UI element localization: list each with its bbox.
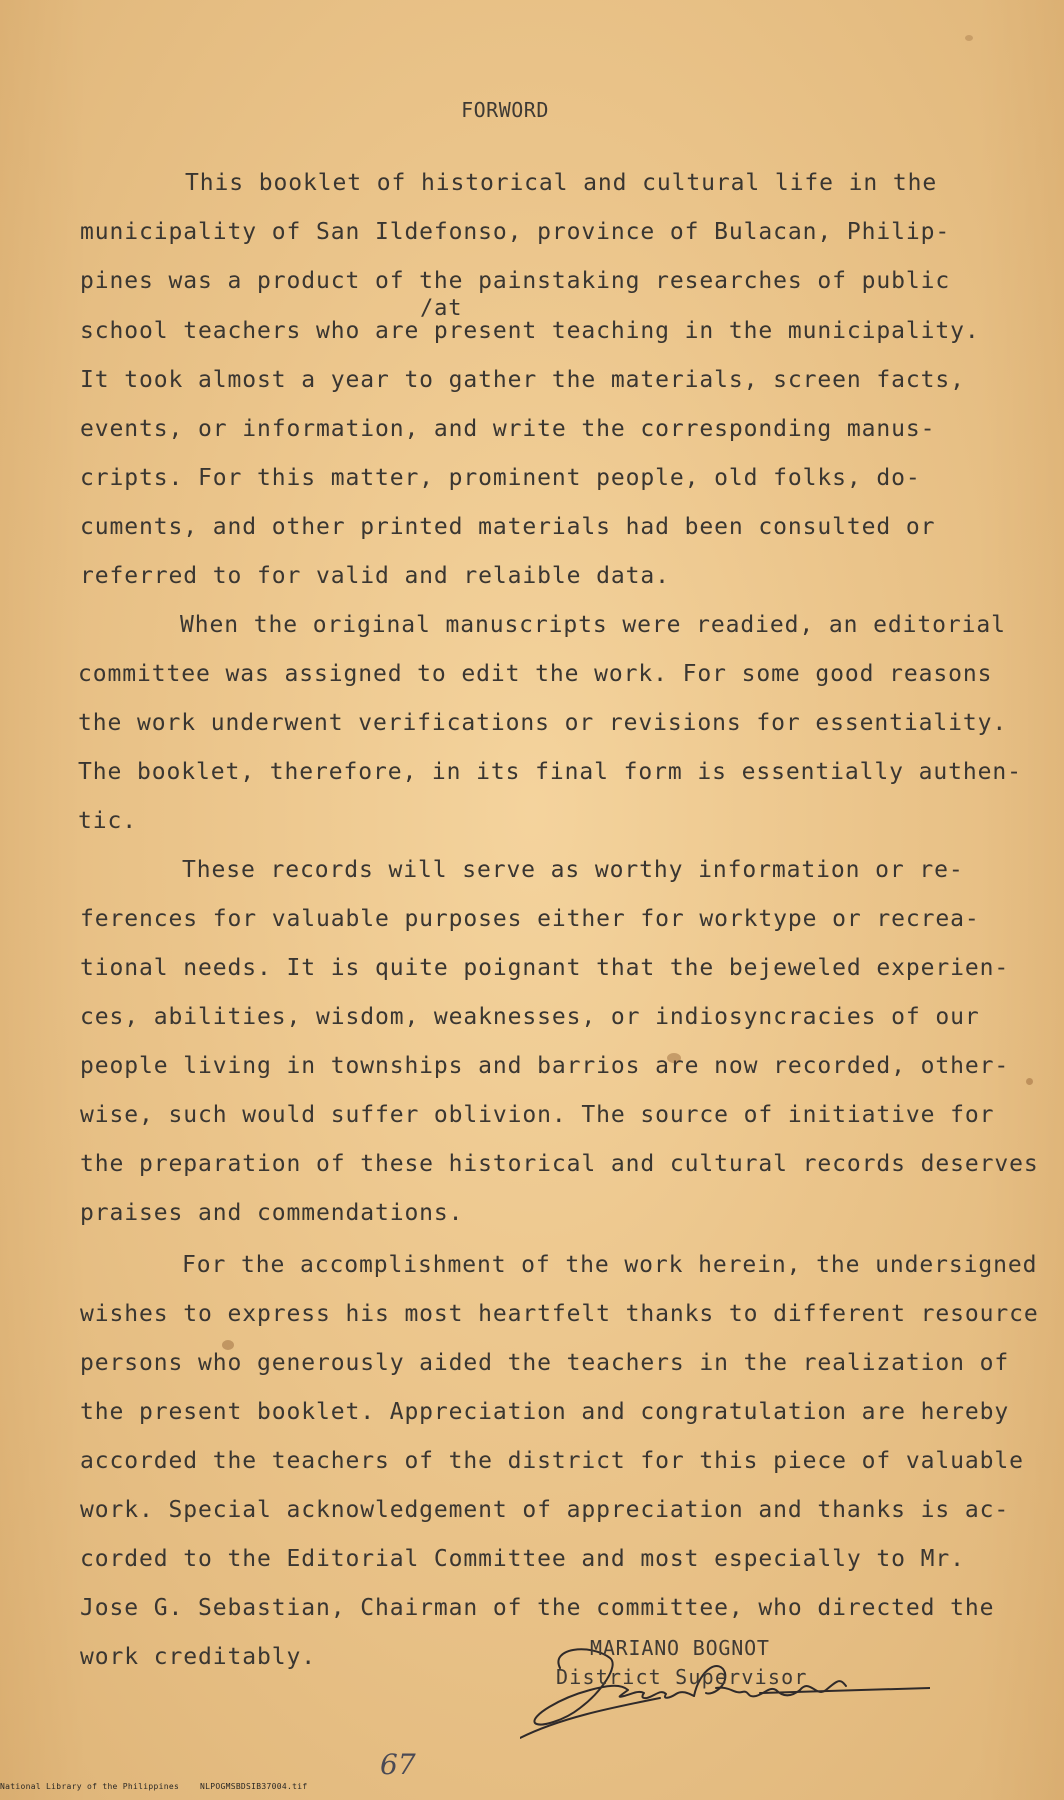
document-title: FORWORD [461, 98, 549, 122]
text-line: work creditably. [80, 1644, 316, 1670]
text-line: tional needs. It is quite poignant that the bejeweled experien- [80, 955, 1010, 981]
text-line: For the accomplishment of the work herein, the undersigned [182, 1252, 1038, 1278]
text-line: the preparation of these historical and cultural records deserves [80, 1151, 1039, 1177]
text-line: praises and commendations. [80, 1200, 464, 1226]
text-line: persons who generously aided the teachers in the realization of [80, 1350, 1010, 1376]
text-line: municipality of San Ildefonso, province of Bulacan, Philip- [80, 219, 951, 245]
text-line: When the original manuscripts were readied, an editorial [180, 612, 1006, 638]
signatory-name: MARIANO BOGNOT [590, 1636, 770, 1660]
footer-filename: NLPOGMSBDSIB37004.tif [200, 1782, 308, 1791]
text-line: people living in townships and barrios are now recorded, other- [80, 1053, 1010, 1079]
text-line: These records will serve as worthy information or re- [182, 857, 964, 883]
text-line: the present booklet. Appreciation and congratulation are hereby [80, 1399, 1010, 1425]
text-line: ferences for valuable purposes either for worktype or recrea- [80, 906, 980, 932]
ink-smudge [965, 35, 973, 41]
footer-library: National Library of the Philippines [0, 1782, 180, 1791]
text-line: work. Special acknowledgement of appreciation and thanks is ac- [80, 1497, 1010, 1523]
ink-smudge [222, 1340, 234, 1350]
handwritten-insertion: /at [420, 296, 463, 321]
text-line: It took almost a year to gather the materials, screen facts, [80, 367, 965, 393]
text-line: accorded the teachers of the district for this piece of valuable [80, 1448, 1024, 1474]
text-line: corded to the Editorial Committee and most especially to Mr. [80, 1546, 965, 1572]
text-line: wishes to express his most heartfelt thanks to different resource [80, 1301, 1039, 1327]
text-line: school teachers who are present teaching in the municipality. [80, 318, 980, 344]
text-line: committee was assigned to edit the work. For some good reasons [78, 661, 993, 687]
text-line: cripts. For this matter, prominent people, old folks, do- [80, 465, 921, 491]
text-line: events, or information, and write the corresponding manus- [80, 416, 936, 442]
ink-smudge [1026, 1078, 1033, 1085]
text-line: pines was a product of the painstaking researches of public [80, 268, 951, 294]
text-line: This booklet of historical and cultural life in the [185, 170, 938, 196]
text-line: wise, such would suffer oblivion. The source of initiative for [80, 1102, 995, 1128]
text-line: The booklet, therefore, in its final form is essentially authen- [78, 759, 1022, 785]
signatory-position: District Supervisor [556, 1665, 808, 1689]
text-line: the work underwent verifications or revisions for essentiality. [78, 710, 1008, 736]
text-line: ces, abilities, wisdom, weaknesses, or indiosyncracies of our [80, 1004, 980, 1030]
text-line: referred to for valid and relaible data. [80, 563, 670, 589]
ink-smudge [667, 1053, 681, 1063]
text-line: Jose G. Sebastian, Chairman of the committee, who directed the [80, 1595, 995, 1621]
text-line: tic. [78, 808, 137, 834]
handwritten-page-number: 67 [380, 1748, 416, 1781]
text-line: cuments, and other printed materials had been consulted or [80, 514, 936, 540]
